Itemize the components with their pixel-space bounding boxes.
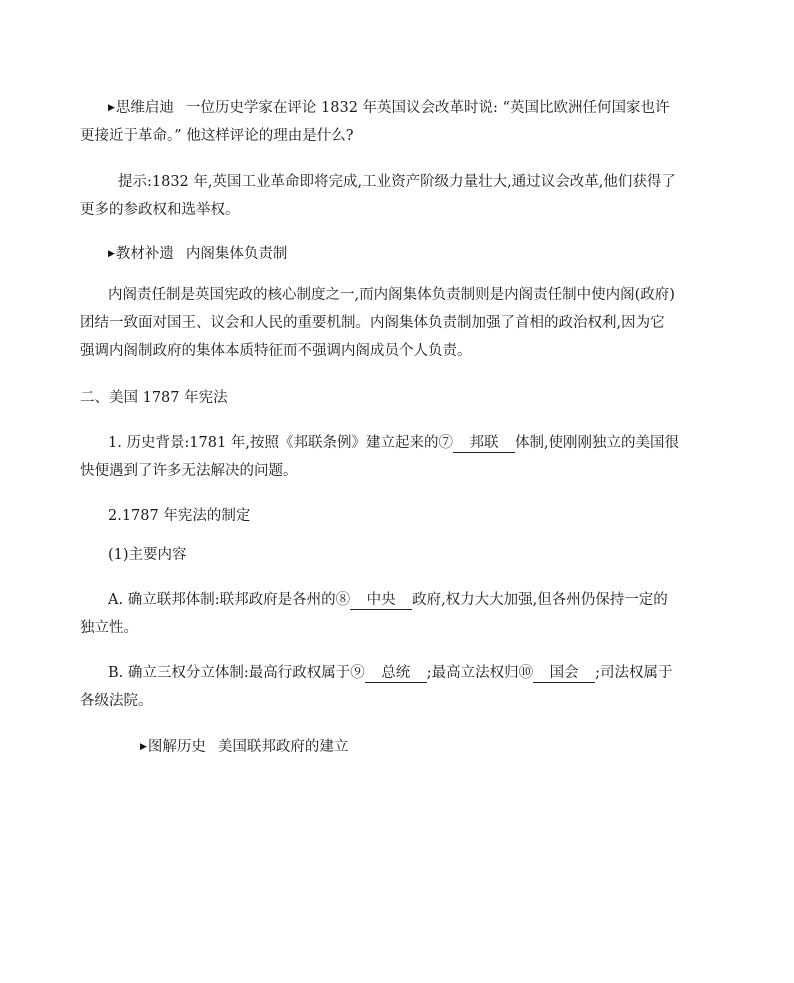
item-b-paragraph	[80, 659, 720, 715]
blank-9: 总统	[365, 664, 427, 683]
cabinet-line-1: 内阁责任制是英国宪政的核心制度之一,而内阁集体负责制则是内阁责任制中使内阁(政府)	[108, 287, 675, 303]
background-line-2: 快便遇到了许多无法解决的问题。	[80, 463, 298, 479]
cabinet-paragraph	[80, 281, 720, 365]
blank-10: 国会	[533, 664, 595, 683]
making-sub: (1)主要内容	[108, 547, 187, 563]
item-a-pre: A. 确立联邦体制:联邦政府是各州的⑧	[108, 592, 351, 608]
think-block	[108, 94, 748, 122]
making-heading: 2.1787 年宪法的制定	[108, 508, 251, 524]
cabinet-line-3: 强调内阁制政府的集体本质特征而不强调内阁成员个人负责。	[80, 343, 472, 359]
item-a-post: 政府,权力大大加强,但各州仍保持一定的	[412, 592, 668, 608]
background-paragraph	[80, 429, 720, 485]
hint-line-1: 提示:1832 年,英国工业革命即将完成,工业资产阶级力量壮大,通过议会改革,他们获得了	[118, 174, 676, 190]
item-b-mid: ;最高立法权归⑩	[426, 665, 534, 681]
item-b-post: ;司法权属于	[595, 665, 673, 681]
item-b-line-2: 各级法院。	[80, 693, 153, 709]
supplement-title: 内阁集体负责制	[185, 246, 288, 262]
background-text-post: 体制,使刚刚独立的美国很	[514, 435, 680, 451]
making-sub-block	[80, 541, 720, 569]
think-block-cont	[80, 122, 720, 150]
hint-block	[80, 168, 720, 224]
item-a-paragraph	[80, 586, 720, 642]
think-text-cont: 更接近于革命。” 他这样评论的理由是什么?	[80, 128, 354, 144]
diagram-label: 图解历史	[147, 739, 206, 755]
think-text: 一位历史学家在评论 1832 年英国议会改革时说: “英国比欧洲任何国家也许	[185, 100, 670, 116]
diagram-heading	[140, 733, 780, 761]
item-b-pre: B. 确立三权分立体制:最高行政权属于⑨	[108, 665, 365, 681]
triangle-right-icon: ▶	[108, 103, 115, 113]
triangle-right-icon: ▶	[108, 249, 115, 259]
blank-8: 中央	[350, 591, 412, 610]
triangle-right-icon: ▶	[140, 742, 147, 752]
background-text-pre: 1. 历史背景:1781 年,按照《邦联条例》建立起来的⑦	[108, 435, 453, 451]
diagram-title: 美国联邦政府的建立	[217, 739, 349, 755]
blank-7: 邦联	[453, 434, 515, 453]
section-2-heading: 二、美国 1787 年宪法	[80, 390, 228, 406]
think-label: 思维启迪	[115, 100, 174, 116]
hint-line-2: 更多的参政权和选举权。	[80, 202, 240, 218]
supplement-heading	[108, 240, 748, 268]
making-heading-block	[80, 502, 720, 530]
item-a-line-2: 独立性。	[80, 620, 138, 636]
cabinet-line-2: 团结一致面对国王、议会和人民的重要机制。内阁集体负责制加强了首相的政治权利,因为它	[80, 315, 665, 331]
section-heading	[80, 384, 720, 412]
supplement-label: 教材补遗	[115, 246, 174, 262]
